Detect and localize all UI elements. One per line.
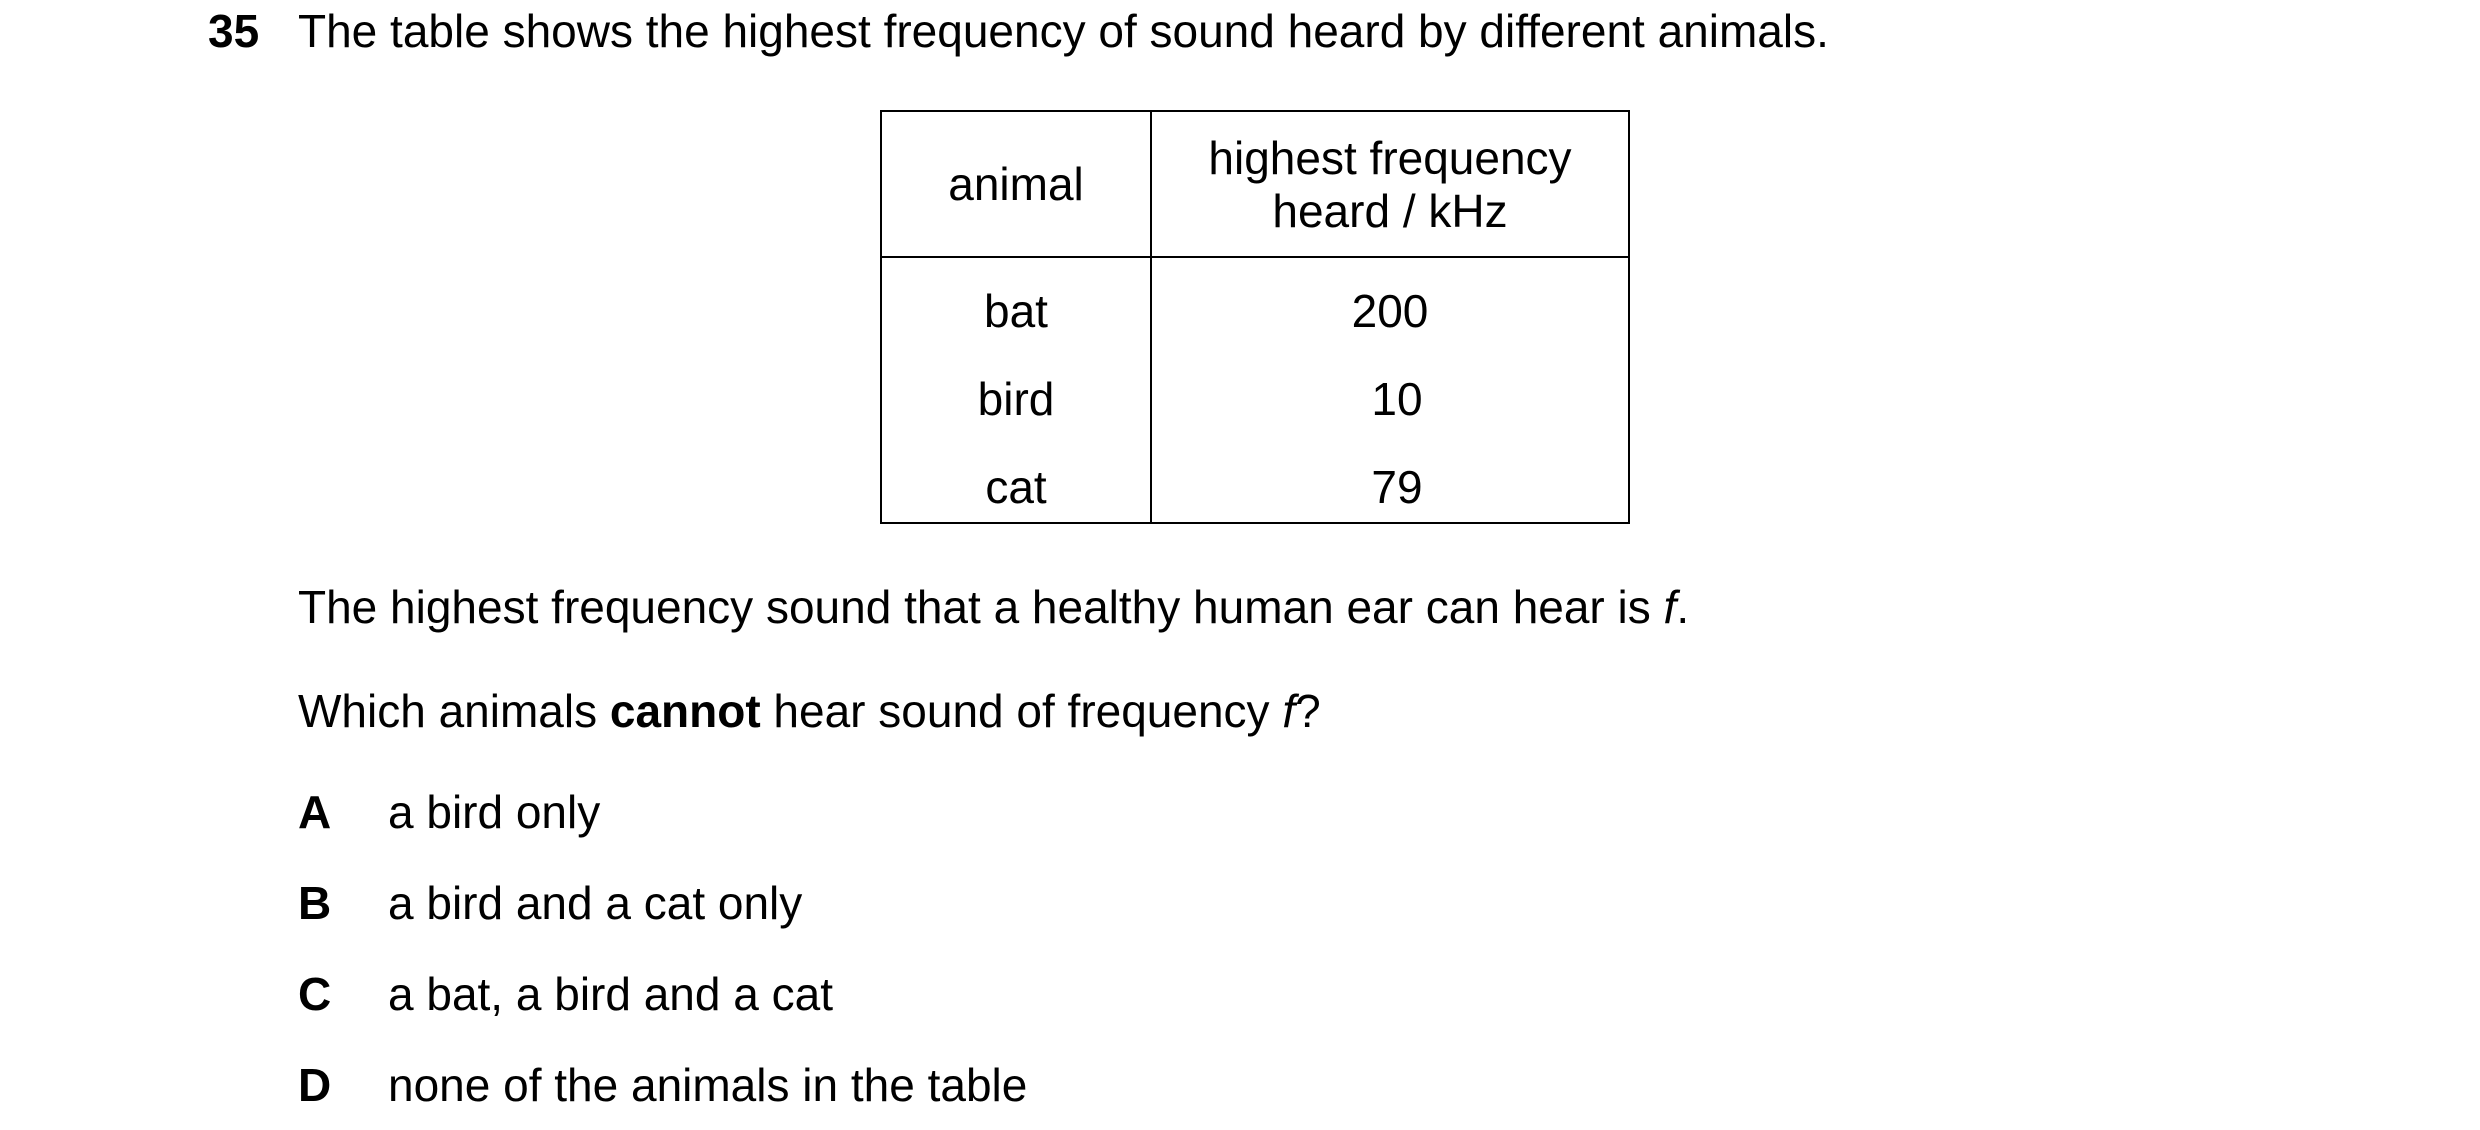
table-header-divider: [882, 256, 1628, 258]
table-cell-frequency-bat: 200: [1351, 285, 1429, 337]
option-letter: A: [298, 786, 332, 838]
question-stem: The table shows the highest frequency of sound heard by different animals.: [298, 5, 1829, 57]
prompt-line: [298, 684, 1321, 738]
option-text: a bird and a cat only: [388, 877, 803, 929]
frequency-table: [880, 110, 1630, 524]
table-header-frequency-line1: highest frequency: [1208, 132, 1572, 184]
prompt-variable: f: [1282, 685, 1296, 737]
option-letter: D: [298, 1059, 332, 1111]
table-header-animal: animal: [948, 158, 1084, 210]
question-number: 35: [208, 5, 260, 57]
prompt-after: hear sound of frequency: [760, 685, 1283, 737]
option-letter: B: [298, 877, 332, 929]
statement-end: .: [1676, 581, 1690, 633]
table-cell-animal-cat: cat: [985, 461, 1047, 513]
table-header-frequency-line2: heard / kHz: [1272, 185, 1508, 237]
prompt-before: Which animals: [298, 685, 610, 737]
table-cell-frequency-bird: 10: [1371, 373, 1423, 425]
option-text: a bird only: [388, 786, 601, 838]
option-text: none of the animals in the table: [388, 1059, 1028, 1111]
statement-line: [298, 580, 1689, 634]
table-cell-animal-bird: bird: [977, 373, 1055, 425]
prompt-emphasis: cannot: [609, 685, 761, 737]
statement-text: The highest frequency sound that a healthy human ear can hear is: [298, 581, 1664, 633]
table-cell-frequency-cat: 79: [1371, 461, 1423, 513]
option-letter: C: [298, 968, 332, 1020]
option-text: a bat, a bird and a cat: [388, 968, 833, 1020]
table-cell-animal-bat: bat: [984, 285, 1048, 337]
prompt-end: ?: [1295, 685, 1321, 737]
statement-variable: f: [1663, 581, 1677, 633]
